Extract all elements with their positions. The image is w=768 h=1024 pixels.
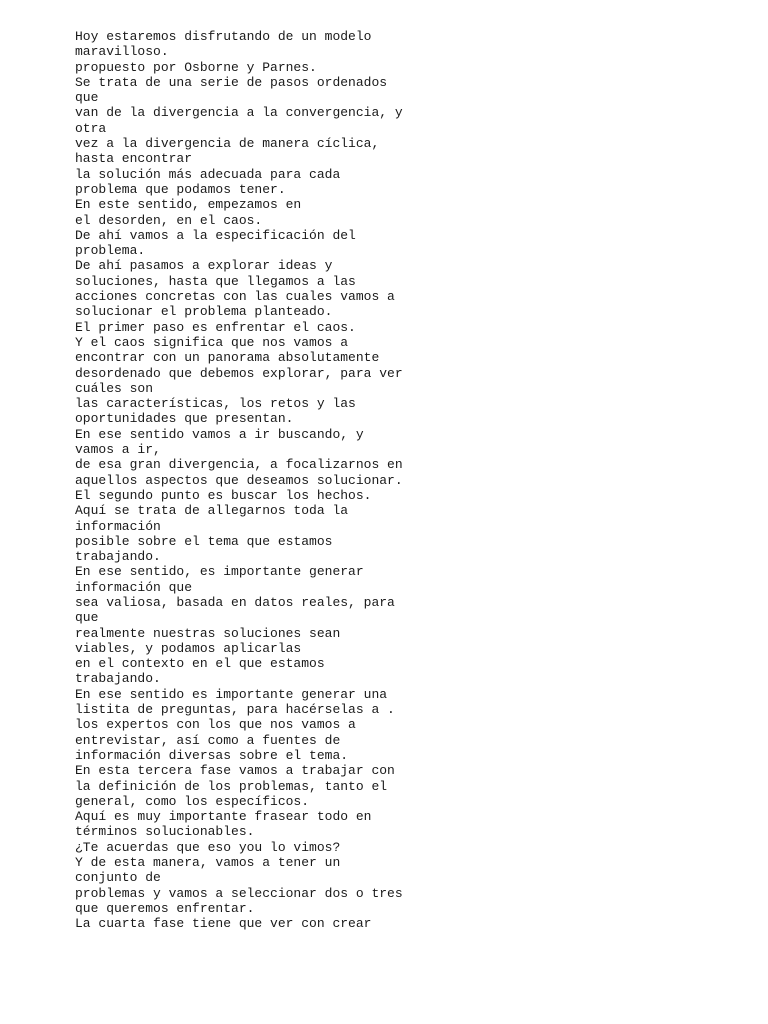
- text-line: información: [75, 518, 161, 534]
- text-line: De ahí pasamos a explorar ideas y: [75, 258, 333, 274]
- text-line: propuesto por Osborne y Parnes.: [75, 59, 317, 75]
- text-line: Y el caos significa que nos vamos a: [75, 334, 349, 350]
- text-line: oportunidades que presentan.: [75, 411, 294, 427]
- text-line: trabajando.: [75, 671, 161, 687]
- text-line: En ese sentido vamos a ir buscando, y: [75, 426, 364, 442]
- text-line: la solución más adecuada para cada: [75, 166, 341, 182]
- text-line: que: [75, 90, 99, 106]
- text-line: entrevistar, así como a fuentes de: [75, 732, 341, 748]
- text-line: información que: [75, 579, 193, 595]
- text-line: otra: [75, 120, 107, 136]
- text-line: vez a la divergencia de manera cíclica,: [75, 136, 380, 152]
- text-line: viables, y podamos aplicarlas: [75, 640, 302, 656]
- text-line: soluciones, hasta que llegamos a las: [75, 273, 356, 289]
- text-line: sea valiosa, basada en datos reales, para: [75, 594, 395, 610]
- text-line: la definición de los problemas, tanto el: [75, 778, 388, 794]
- text-line: información diversas sobre el tema.: [75, 747, 349, 763]
- text-line: desordenado que debemos explorar, para ver: [75, 365, 403, 381]
- text-line: realmente nuestras soluciones sean: [75, 625, 341, 641]
- text-line: trabajando.: [75, 549, 161, 565]
- text-line: posible sobre el tema que estamos: [75, 533, 333, 549]
- text-line: hasta encontrar: [75, 151, 193, 167]
- text-line: cuáles son: [75, 380, 154, 396]
- text-line: general, como los específicos.: [75, 793, 310, 809]
- text-line: el desorden, en el caos.: [75, 212, 263, 228]
- text-line: conjunto de: [75, 870, 161, 886]
- text-line: En esta tercera fase vamos a trabajar con: [75, 763, 395, 779]
- text-line: De ahí vamos a la especificación del: [75, 227, 356, 243]
- text-line: van de la divergencia a la convergencia, y: [75, 105, 403, 121]
- text-line: que queremos enfrentar.: [75, 900, 255, 916]
- text-line: listita de preguntas, para hacérselas a .: [75, 702, 395, 718]
- text-line: solucionar el problema planteado.: [75, 304, 333, 320]
- text-line: problemas y vamos a seleccionar dos o tres: [75, 885, 403, 901]
- text-line: Hoy estaremos disfrutando de un modelo: [75, 29, 372, 44]
- text-line: El primer paso es enfrentar el caos.: [75, 319, 356, 335]
- text-line: En ese sentido es importante generar una: [75, 686, 388, 702]
- text-line: En este sentido, empezamos en: [75, 197, 302, 213]
- text-line: en el contexto en el que estamos: [75, 656, 325, 672]
- text-line: En ese sentido, es importante generar: [75, 564, 364, 580]
- text-line: Se trata de una serie de pasos ordenados: [75, 74, 388, 90]
- text-line: La cuarta fase tiene que ver con crear: [75, 916, 372, 932]
- text-line: Aquí se trata de allegarnos toda la: [75, 503, 349, 519]
- text-line: problema que podamos tener.: [75, 181, 286, 197]
- text-line: las características, los retos y las: [75, 396, 356, 412]
- text-line: términos solucionables.: [75, 824, 255, 840]
- text-line: que: [75, 610, 99, 626]
- text-line: acciones concretas con las cuales vamos a: [75, 289, 395, 305]
- text-line: de esa gran divergencia, a focalizarnos en: [75, 457, 403, 473]
- text-line: maravilloso.: [75, 44, 169, 60]
- text-line: Y de esta manera, vamos a tener un: [75, 855, 341, 871]
- text-line: encontrar con un panorama absolutamente: [75, 350, 380, 366]
- text-line: Aquí es muy importante frasear todo en: [75, 809, 372, 825]
- text-line: aquellos aspectos que deseamos solucionar.: [75, 472, 403, 488]
- transcript-text: [75, 29, 405, 932]
- text-line: ¿Te acuerdas que eso you lo vimos?: [75, 839, 341, 855]
- text-line: los expertos con los que nos vamos a: [75, 717, 356, 733]
- text-line: problema.: [75, 243, 146, 259]
- text-line: El segundo punto es buscar los hechos.: [75, 487, 372, 503]
- text-line: vamos a ir,: [75, 442, 161, 458]
